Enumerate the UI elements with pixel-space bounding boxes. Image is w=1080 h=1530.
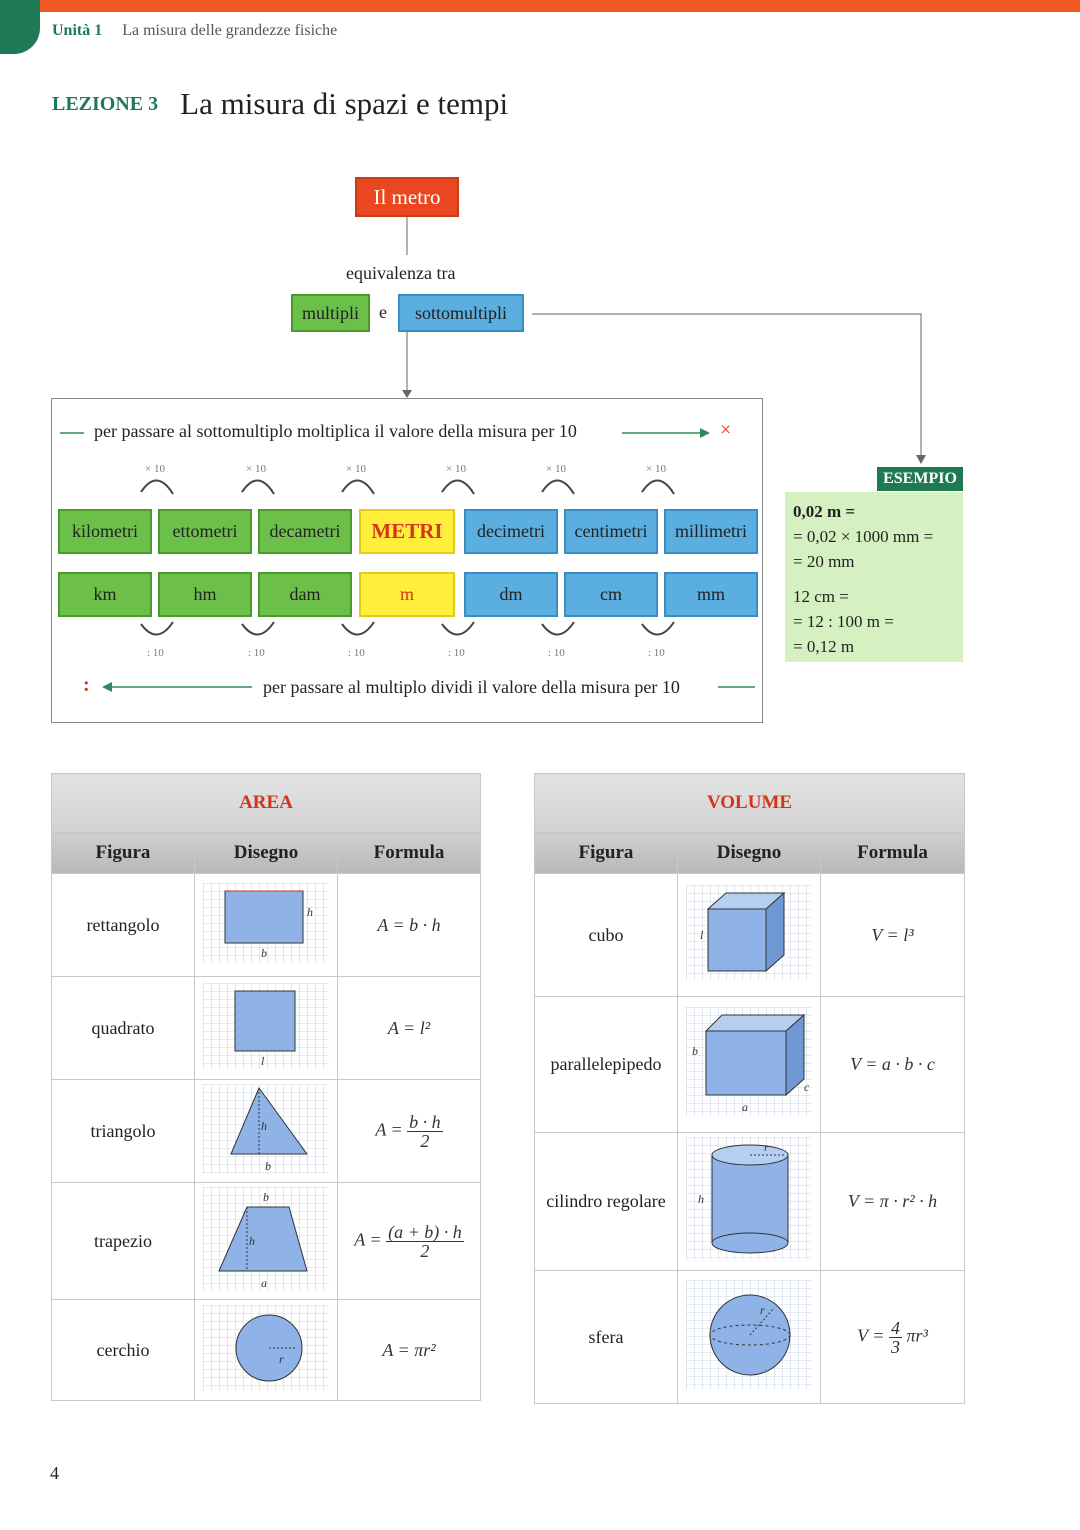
area-title: AREA bbox=[52, 774, 481, 833]
unit-symbol-box: dm bbox=[464, 572, 558, 617]
lesson-title: La misura di spazi e tempi bbox=[180, 86, 509, 121]
formula: V = $\frac{4}{3}$ πr³ bbox=[821, 1271, 965, 1404]
unit-number: Unità 1 bbox=[52, 22, 103, 39]
table-row bbox=[52, 977, 481, 1080]
table-row bbox=[52, 874, 481, 977]
example-box bbox=[785, 492, 963, 662]
volume-title: VOLUME bbox=[535, 774, 965, 833]
example-label: ESEMPIO bbox=[877, 467, 963, 491]
unit-name-box: METRI bbox=[359, 509, 455, 554]
multiply-arrow bbox=[642, 480, 674, 494]
multiply-label: × 10 bbox=[145, 463, 165, 475]
volume-table bbox=[534, 773, 965, 1404]
example-line: 12 cm = bbox=[793, 587, 849, 606]
table-row bbox=[535, 874, 965, 997]
table-row bbox=[52, 1080, 481, 1183]
example-line: 0,02 m = bbox=[793, 502, 856, 521]
svg-text:r: r bbox=[279, 1351, 284, 1366]
multiply-label: × 10 bbox=[446, 463, 466, 475]
volume-header-formula: Formula bbox=[821, 833, 965, 874]
formula: A = $\frac{(a + b) \cdot h}{2}$ bbox=[338, 1183, 481, 1300]
lesson-label: LEZIONE 3 bbox=[52, 92, 159, 115]
figure-name: cubo bbox=[535, 874, 678, 997]
multiply-arrow bbox=[242, 480, 274, 494]
divide-label: : 10 bbox=[448, 647, 465, 659]
multiply-label: × 10 bbox=[546, 463, 566, 475]
area-table bbox=[51, 773, 481, 1401]
equivalence-label: equivalenza tra bbox=[346, 263, 456, 283]
area-header-disegno: Disegno bbox=[195, 833, 338, 874]
cylinder-drawing bbox=[678, 1133, 821, 1271]
table-row bbox=[535, 997, 965, 1133]
svg-text:h: h bbox=[261, 1118, 267, 1133]
triangle-drawing bbox=[195, 1080, 338, 1183]
multiply-label: × 10 bbox=[246, 463, 266, 475]
formula: A = b · h bbox=[338, 874, 481, 977]
formula: V = π · r² · h bbox=[821, 1133, 965, 1271]
svg-text:r: r bbox=[764, 1142, 769, 1154]
svg-text:l: l bbox=[261, 1053, 265, 1068]
unit-symbol-box: dam bbox=[258, 572, 352, 617]
divide-label: : 10 bbox=[648, 647, 665, 659]
formula: V = l³ bbox=[821, 874, 965, 997]
multiply-arrow bbox=[542, 480, 574, 494]
square-drawing bbox=[195, 977, 338, 1080]
formula: V = a · b · c bbox=[821, 997, 965, 1133]
divide-label: : 10 bbox=[548, 647, 565, 659]
unit-name-box: kilometri bbox=[58, 509, 152, 554]
table-row bbox=[52, 1300, 481, 1401]
example-line: = 0,02 × 1000 mm = bbox=[793, 527, 934, 546]
formula: A = $\frac{b \cdot h}{2}$ bbox=[338, 1080, 481, 1183]
example-line: = 20 mm bbox=[793, 552, 855, 571]
area-header-formula: Formula bbox=[338, 833, 481, 874]
area-header-figura: Figura bbox=[52, 833, 195, 874]
multiply-arrow bbox=[442, 480, 474, 494]
top-rule-text: per passare al sottomultiplo moltiplica il valore della misura per 10 bbox=[94, 421, 577, 441]
divide-arrow bbox=[242, 622, 274, 635]
svg-text:b: b bbox=[265, 1158, 271, 1173]
page-number: 4 bbox=[50, 1463, 59, 1483]
multipli-box: multipli bbox=[291, 294, 370, 332]
volume-header-disegno: Disegno bbox=[678, 833, 821, 874]
svg-text:h: h bbox=[698, 1192, 704, 1206]
svg-text:b: b bbox=[261, 945, 267, 960]
divide-label: : 10 bbox=[348, 647, 365, 659]
divide-label: : 10 bbox=[147, 647, 164, 659]
formula: A = l² bbox=[338, 977, 481, 1080]
svg-text:h: h bbox=[307, 904, 313, 919]
figure-name: cilindro regolare bbox=[535, 1133, 678, 1271]
multiply-sign: × bbox=[720, 419, 732, 441]
cube-drawing bbox=[678, 874, 821, 997]
example-line: = 12 : 100 m = bbox=[793, 612, 894, 631]
unit-symbol-box: hm bbox=[158, 572, 252, 617]
figure-name: cerchio bbox=[52, 1300, 195, 1401]
unit-name-box: decametri bbox=[258, 509, 352, 554]
example-line: = 0,12 m bbox=[793, 637, 855, 656]
figure-name: rettangolo bbox=[52, 874, 195, 977]
figure-name: sfera bbox=[535, 1271, 678, 1404]
unit-symbol-box: mm bbox=[664, 572, 758, 617]
svg-text:c: c bbox=[804, 1080, 810, 1094]
unit-symbol-box: m bbox=[359, 572, 455, 617]
divide-arrow bbox=[442, 622, 474, 635]
svg-text:a: a bbox=[742, 1100, 748, 1114]
circle-drawing bbox=[195, 1300, 338, 1401]
divide-arrow bbox=[342, 622, 374, 635]
unit-name-box: ettometri bbox=[158, 509, 252, 554]
cuboid-drawing bbox=[678, 997, 821, 1133]
sphere-drawing bbox=[678, 1271, 821, 1404]
trapezoid-drawing bbox=[195, 1183, 338, 1300]
unit-title: La misura delle grandezze fisiche bbox=[122, 22, 338, 39]
unit-name-box: centimetri bbox=[564, 509, 658, 554]
divide-arrow bbox=[542, 622, 574, 635]
sottomultipli-box: sottomultipli bbox=[398, 294, 524, 332]
divide-sign: : bbox=[83, 674, 90, 696]
table-row bbox=[535, 1133, 965, 1271]
figure-name: triangolo bbox=[52, 1080, 195, 1183]
table-row bbox=[535, 1271, 965, 1404]
svg-text:b: b bbox=[263, 1189, 269, 1204]
divide-arrow bbox=[141, 622, 173, 635]
rectangle-drawing bbox=[195, 874, 338, 977]
svg-text:r: r bbox=[760, 1302, 765, 1317]
multiply-label: × 10 bbox=[346, 463, 366, 475]
multiply-label: × 10 bbox=[646, 463, 666, 475]
svg-text:h: h bbox=[249, 1233, 255, 1248]
unit-symbol-box: km bbox=[58, 572, 152, 617]
divide-arrow bbox=[642, 622, 674, 635]
figure-name: quadrato bbox=[52, 977, 195, 1080]
svg-text:b: b bbox=[692, 1044, 698, 1058]
volume-header-figura: Figura bbox=[535, 833, 678, 874]
conversion-arrows bbox=[0, 0, 760, 720]
multiply-arrow bbox=[342, 480, 374, 494]
figure-name: parallelepipedo bbox=[535, 997, 678, 1133]
and-label: e bbox=[379, 302, 387, 322]
svg-text:l: l bbox=[700, 927, 704, 942]
unit-symbol-box: cm bbox=[564, 572, 658, 617]
unit-name-box: decimetri bbox=[464, 509, 558, 554]
figure-name: trapezio bbox=[52, 1183, 195, 1300]
formula: A = πr² bbox=[338, 1300, 481, 1401]
multiply-arrow bbox=[141, 480, 173, 494]
table-row bbox=[52, 1183, 481, 1300]
svg-text:a: a bbox=[261, 1275, 267, 1290]
bottom-rule-text: per passare al multiplo dividi il valore della misura per 10 bbox=[263, 677, 680, 697]
divide-label: : 10 bbox=[248, 647, 265, 659]
root-box: Il metro bbox=[355, 177, 459, 217]
unit-name-box: millimetri bbox=[664, 509, 758, 554]
